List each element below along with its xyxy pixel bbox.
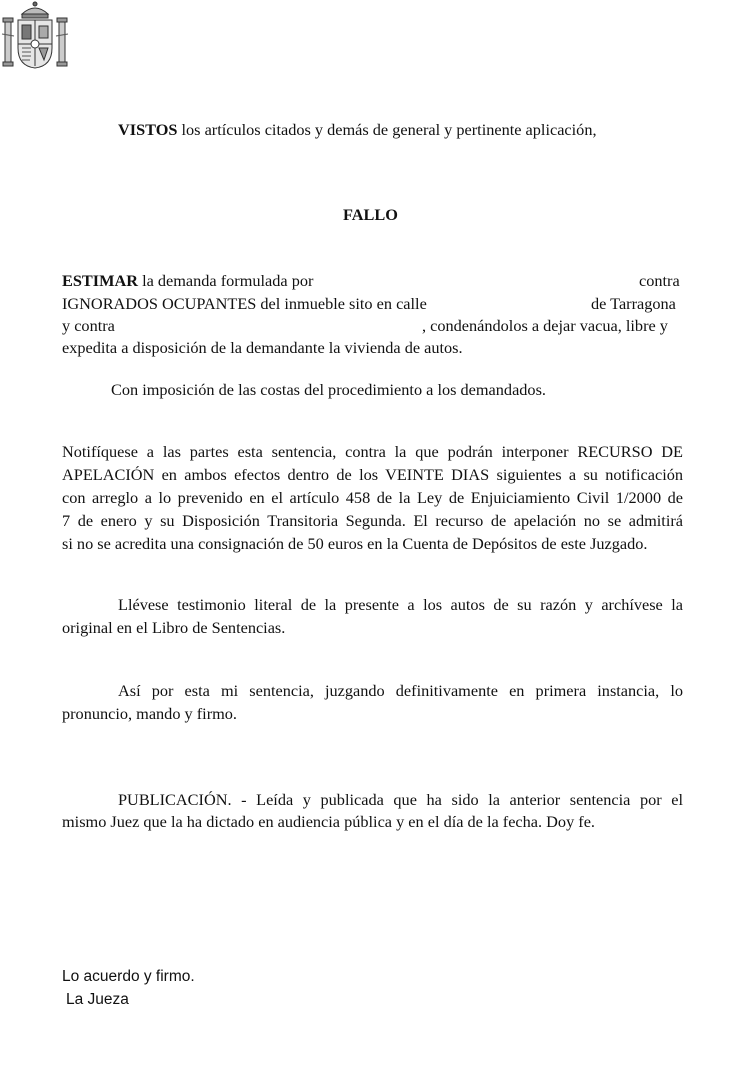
vistos-keyword: VISTOS [118,120,178,139]
asi-line-1: Así por esta mi sentencia, juzgando definitivamente en primera instancia, lo [118,681,683,700]
notifiquese-line-1: Notifíquese a las partes esta sentencia, contra la que podrán interponer RECURSO DE [62,442,683,461]
notifiquese-line-4: 7 de enero y su Disposición Transitoria Segunda. El recurso de apelación no se admitirá [62,511,683,530]
estimar-line-3-end: , condenándolos a dejar vacua, libre y [422,316,668,335]
notifiquese-line-3: con arreglo a lo prevenido en el artículo 458 de la Ley de Enjuiciamiento Civil 1/2000 de [62,488,683,507]
firma-line-2: La Jueza [66,991,129,1008]
asi-line-2: pronuncio, mando y firmo. [62,704,237,723]
publicacion-line-2: mismo Juez que la ha dictado en audiencia pública y en el día de la fecha. Doy fe. [62,812,595,831]
estimar-line-1-text: la demanda formulada por [138,271,314,290]
estimar-keyword: ESTIMAR [62,271,138,290]
estimar-line-2-end: de Tarragona [591,294,676,313]
estimar-line-4: expedita a disposición de la demandante la vivienda de autos. [62,338,463,357]
costas-paragraph: Con imposición de las costas del procedimiento a los demandados. [111,380,546,399]
estimar-line-1-end: contra [639,271,680,290]
spanish-coat-of-arms-icon [0,0,70,72]
vistos-text: los artículos citados y demás de general y pertinente aplicación, [177,120,597,139]
firma-line-1: Lo acuerdo y firmo. [62,968,195,985]
estimar-line-3: y contra [62,316,115,335]
publicacion-line-1: PUBLICACIÓN. - Leída y publicada que ha sido la anterior sentencia por el [118,790,683,809]
llevese-line-2: original en el Libro de Sentencias. [62,618,286,637]
notifiquese-line-2: APELACIÓN en ambos efectos dentro de los VEINTE DIAS siguientes a su notificación [62,465,683,484]
llevese-line-1: Llévese testimonio literal de la presente a los autos de su razón y archívese la [118,595,683,614]
vistos-paragraph [118,120,597,140]
fallo-heading: FALLO [343,205,398,224]
estimar-line-2: IGNORADOS OCUPANTES del inmueble sito en calle [62,294,427,313]
estimar-line-1 [62,271,313,291]
notifiquese-line-5: si no se acredita una consignación de 50 euros en la Cuenta de Depósitos de este Juzgado. [62,534,648,553]
